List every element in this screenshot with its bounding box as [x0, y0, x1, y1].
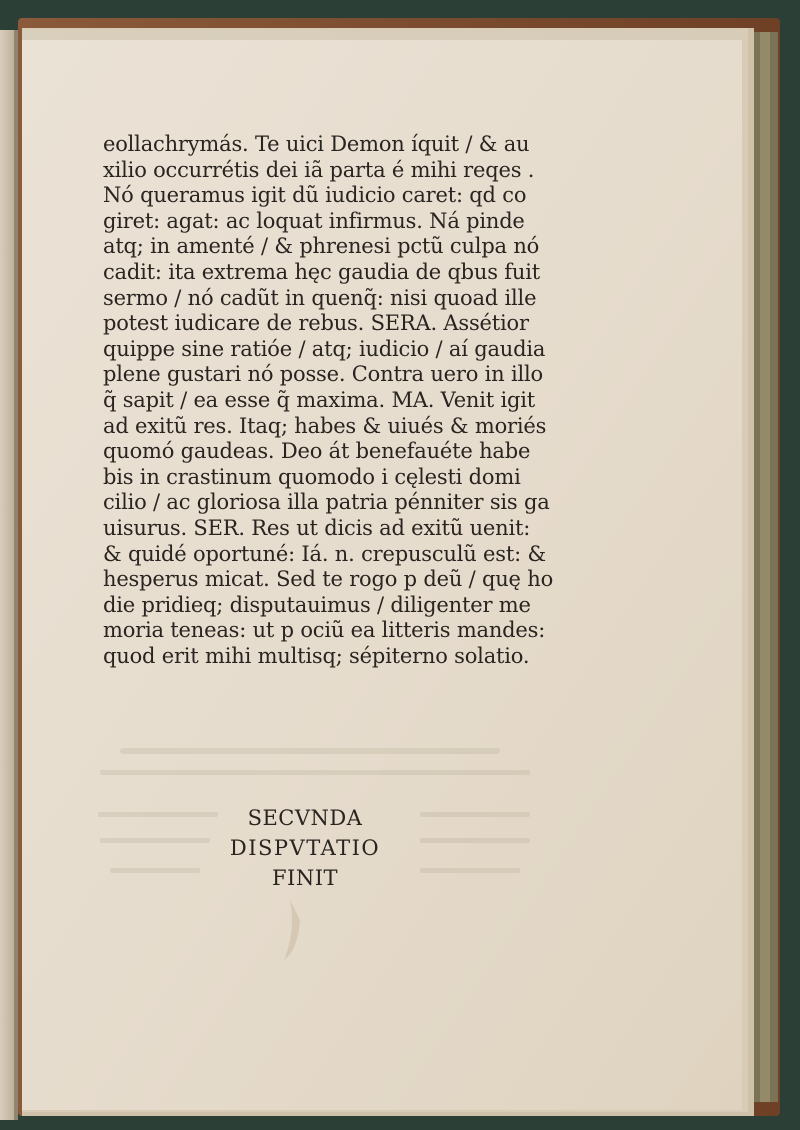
text-line: plene gustari nó posse. Contra uero in illo — [103, 362, 543, 387]
text-line: giret: agat: ac loquat infirmus. Ná pinde — [103, 208, 525, 233]
text-line: quomó gaudeas. Deo át benefauéte habe — [103, 439, 531, 464]
text-line: atq; in amenté / & phrenesi pctũ culpa nó — [103, 234, 540, 259]
colophon — [200, 803, 410, 893]
text-line: potest iudicare de rebus. SERA. Assétior — [103, 311, 529, 336]
colophon-line: FINIT — [271, 866, 339, 890]
text-line: sermo / nó cadũt in quenq̃: nisi quoad ille — [103, 285, 537, 310]
text-line: cadit: ita extrema hęc gaudia de qbus fuit — [103, 259, 540, 284]
text-line: Nó queramus igit dũ iudicio caret: qd co — [103, 183, 527, 208]
text-line: hesperus micat. Sed te rogo p deũ / quę ho — [103, 567, 554, 592]
text-line: xilio occurrétis dei iã parta é mihi reqes . — [103, 157, 535, 182]
text-line: die pridieq; disputauimus / diligenter me — [103, 592, 531, 617]
text-line: moria teneas: ut p ociũ ea litteris mandes: — [103, 618, 546, 643]
text-line: uisurus. SER. Res ut dicis ad exitũ uenit: — [103, 515, 531, 540]
text-line: bis in crastinum quomodo i cęlesti domi — [103, 464, 521, 489]
text-line: cilio / ac gloriosa illa patria pénniter sis ga — [103, 490, 550, 515]
colophon-line: DISPVTATIO — [229, 836, 381, 860]
text-line: q̃ sapit / ea esse q̃ maxima. MA. Venit igit — [103, 387, 535, 412]
text-line: quippe sine ratióe / atq; iudicio / aí gaudia — [103, 336, 546, 361]
body-text — [103, 132, 554, 669]
text-line: & quidé oportuné: Iá. n. crepusculũ est: & — [103, 541, 546, 566]
text-line: eollachrymás. Te uici Demon íquit / & au — [103, 132, 530, 156]
text-line: quod erit mihi multisq; sépiterno solatio. — [103, 643, 530, 668]
text-line: ad exitũ res. Itaq; habes & uiués & moriés — [103, 413, 547, 438]
colophon-line: SECVNDA — [247, 806, 363, 830]
